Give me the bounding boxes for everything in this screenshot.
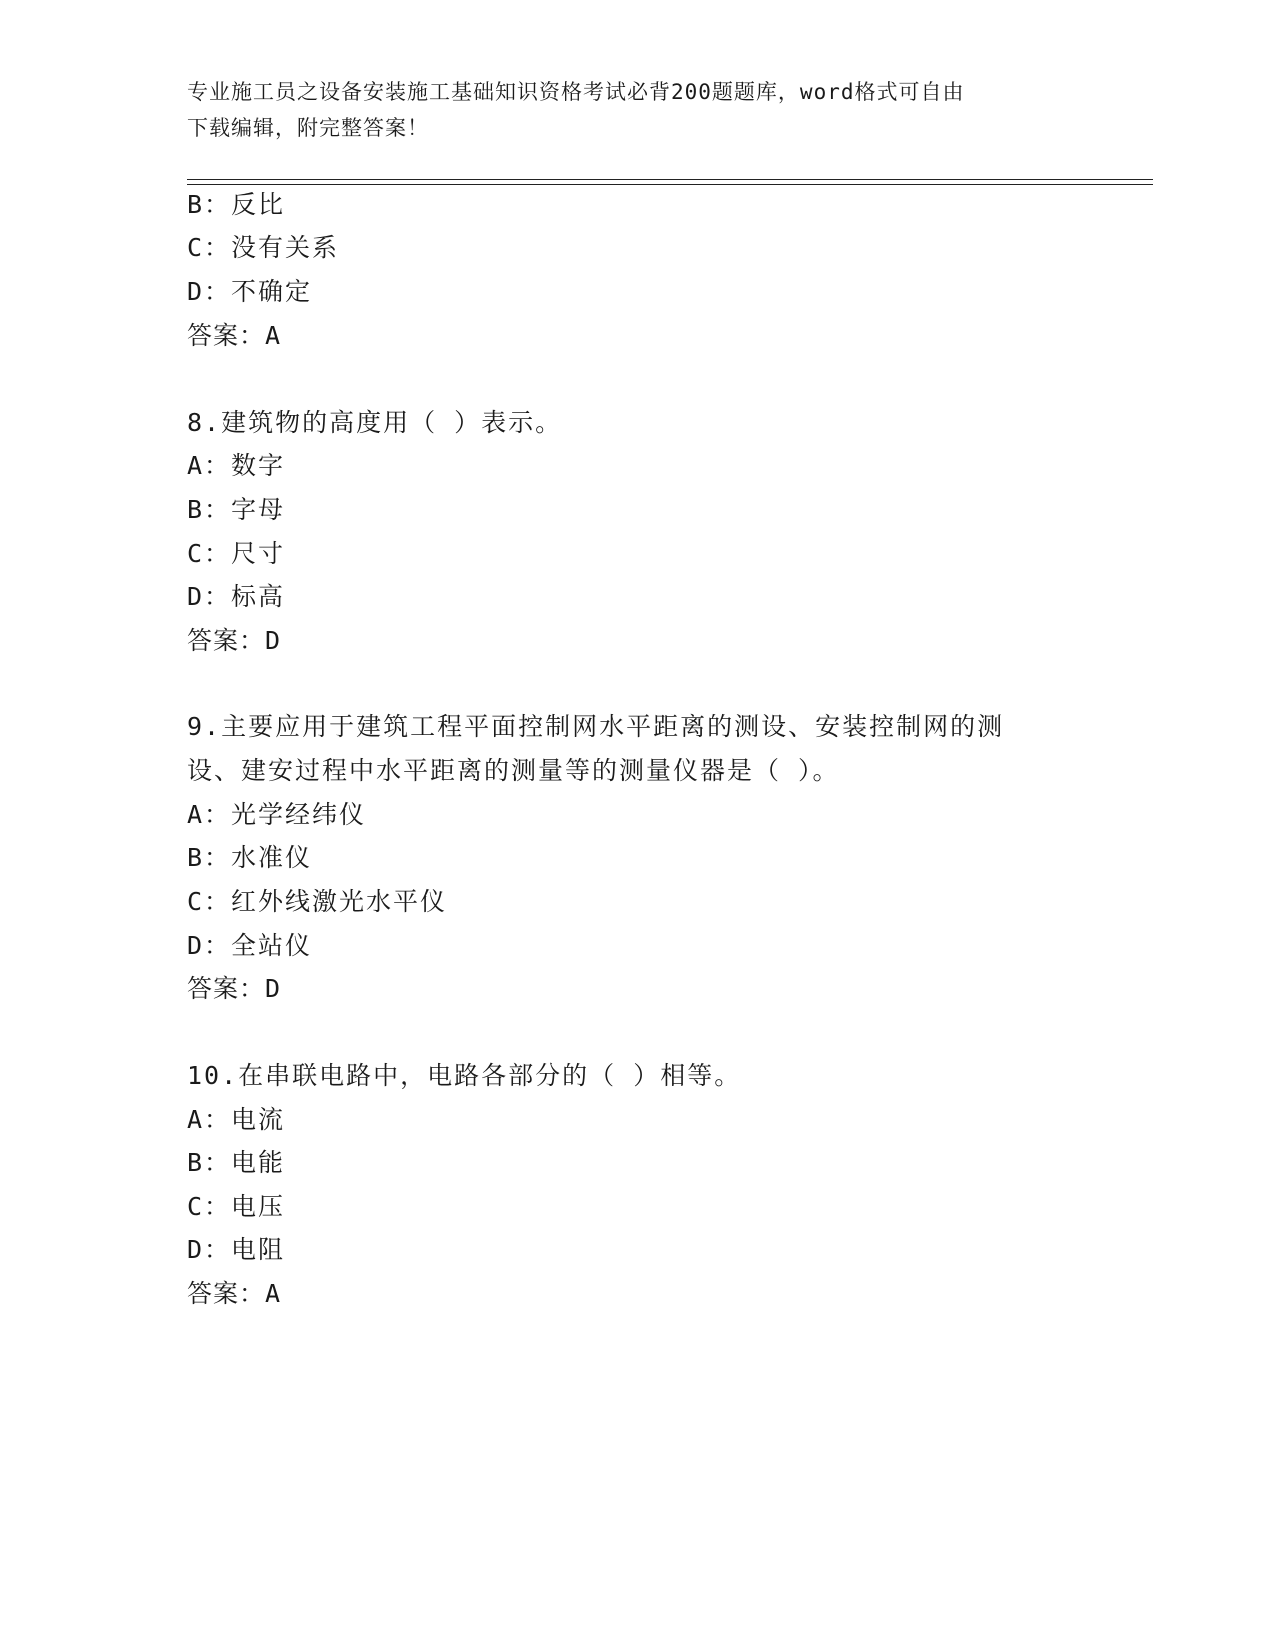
q9-option-a: A：光学经纬仪 [187,800,367,829]
q8-stem: 8.建筑物的高度用（ ）表示。 [187,408,563,437]
q9-answer: 答案：D [187,974,282,1003]
q9-option-d: D：全站仪 [187,931,313,960]
q8-option-b: B：字母 [187,495,286,524]
q9-stem-line-1: 9.主要应用于建筑工程平面控制网水平距离的测设、安装控制网的测 [187,712,1005,741]
q8-option-c: C：尺寸 [187,539,286,568]
q10-option-d: D：电阻 [187,1235,286,1264]
prev-answer: 答案：A [187,321,282,350]
header-line-2: 下载编辑，附完整答案！ [187,116,429,140]
q10-answer: 答案：A [187,1279,282,1308]
prev-option-d: D：不确定 [187,277,313,306]
prev-option-b: B：反比 [187,190,286,219]
q9-option-c: C：红外线激光水平仪 [187,887,448,916]
q10-option-b: B：电能 [187,1148,286,1177]
q8-answer: 答案：D [187,626,282,655]
q10-stem: 10.在串联电路中，电路各部分的（ ）相等。 [187,1061,742,1090]
document-header [187,74,1067,146]
q10-option-c: C：电压 [187,1192,286,1221]
q9-stem-line-2: 设、建安过程中水平距离的测量等的测量仪器是（ ）。 [187,756,840,785]
q9-option-b: B：水准仪 [187,843,313,872]
q10-option-a: A：电流 [187,1105,286,1134]
header-line-1: 专业施工员之设备安装施工基础知识资格考试必背200题题库，word格式可自由 [187,80,965,104]
q8-option-d: D：标高 [187,582,286,611]
header-divider-top [187,179,1153,180]
header-divider-bottom [187,184,1153,185]
q8-option-a: A：数字 [187,451,286,480]
prev-option-c: C：没有关系 [187,233,340,262]
